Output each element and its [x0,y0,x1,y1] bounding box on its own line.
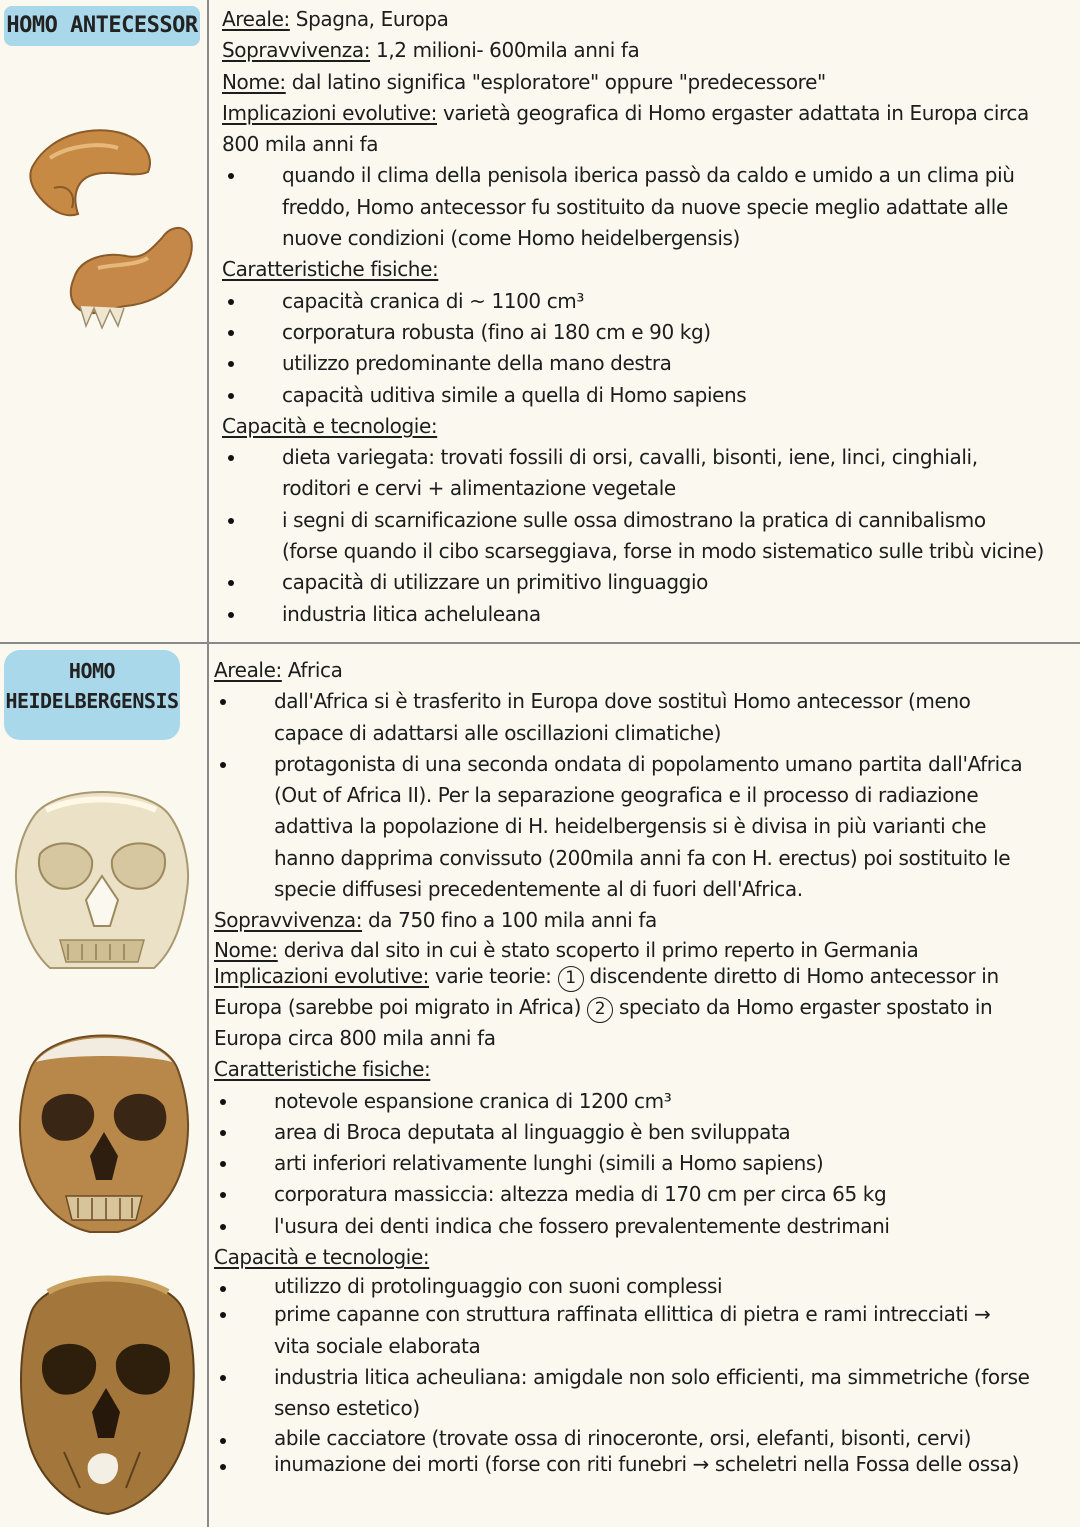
list-item-continuation: adattiva la popolazione di H. heidelbergensis si è divisa in più varianti che [274,814,987,839]
list-item: abile cacciatore (trovate ossa di rinoceronte, orsi, elefanti, bisonti, cervi) [214,1425,1078,1451]
column-divider [207,0,209,1527]
implicazioni-row [222,98,1078,129]
theory-text: Europa (sarebbe poi migrato in Africa) [214,994,581,1019]
implicazioni-row [214,963,1078,992]
list-item: dieta variegata: trovati fossili di orsi, cavalli, bisonti, iene, linci, cinghiali, [222,442,1078,473]
areale-row [222,4,1078,35]
list-item: capacità cranica di ~ 1100 cm³ [222,286,1078,317]
list-item-continuation: (forse quando il cibo scarseggiava, forse in modo sistematico sulle tribù vicine) [282,539,1044,564]
implicazioni-continuation [214,992,1078,1023]
sopravvivenza-row [214,905,1078,936]
sopravvivenza-label: Sopravvivenza: [214,908,363,933]
list-item: corporatura massiccia: altezza media di 170 cm per circa 65 kg [214,1179,1078,1210]
heidelbergensis-content [214,655,1078,1477]
list-item-continuation: capace di adattarsi alle oscillazioni climatiche) [274,720,722,745]
capacita-heading: Capacità e tecnologie: [214,1245,430,1270]
heidelbergensis-skull-side-image [8,1252,202,1518]
areale-value: Africa [287,658,343,682]
list-item-continuation: freddo, Homo antecessor fu sostituito da nuove specie meglio adattate alle [282,194,1008,219]
list-item: quando il clima della penisola iberica passò da caldo e umido a un clima più [222,160,1078,191]
list-item: capacità di utilizzare un primitivo linguaggio [222,567,1078,598]
implicazioni-intro: varie teorie: [434,963,552,988]
list-item-continuation: hanno dapprima convissuto (200mila anni fa con H. erectus) poi sostituito le [274,845,1011,870]
implicazioni-continuation: Europa circa 800 mila anni fa [214,1025,496,1050]
list-item-continuation: (Out of Africa II). Per la separazione geografica e il processo di radiazione [274,783,979,808]
list-item: capacità uditiva simile a quella di Homo sapiens [222,380,1078,411]
theory-number-badge: 2 [587,997,613,1023]
implicazioni-label: Implicazioni evolutive: [222,100,438,125]
list-item: dall'Africa si è trasferito in Europa dove sostituì Homo antecessor (meno [214,686,1078,717]
list-item-continuation: vita sociale elaborata [274,1333,481,1358]
list-item: corporatura robusta (fino ai 180 cm e 90 kg) [222,317,1078,348]
list-item: protagonista di una seconda ondata di popolamento umano partita dall'Africa [214,749,1078,780]
sopravvivenza-row [222,35,1078,66]
nome-row [214,937,1078,963]
list-item: utilizzo di protolinguaggio con suoni complessi [214,1273,1078,1299]
heidelbergensis-skull-image [6,1010,202,1238]
sopravvivenza-value: da 750 fino a 100 mila anni fa [368,908,657,933]
implicazioni-label: Implicazioni evolutive: [214,963,430,988]
section-divider [0,642,1080,644]
species-label-antecessor: HOMO ANTECESSOR [4,6,200,46]
list-item: area di Broca deputata al linguaggio è ben sviluppata [214,1117,1078,1148]
list-item: industria litica acheuliana: amigdale non solo efficienti, ma simmetriche (forse [214,1362,1078,1393]
species-label-line: HEIDELBERGENSIS [5,689,179,713]
nome-label: Nome: [222,69,286,94]
sopravvivenza-value: 1,2 milioni- 600mila anni fa [376,38,640,63]
list-item-continuation: nuove condizioni (come Homo heidelbergensis) [282,226,740,251]
antecessor-fossil-image [14,118,200,336]
nome-value: deriva dal sito in cui è stato scoperto il primo reperto in Germania [283,937,919,962]
implicazioni-continuation: 800 mila anni fa [222,132,379,157]
list-item: prime capanne con struttura raffinata ellittica di pietra e rami intrecciati → [214,1299,1078,1330]
theory-text: speciato da Homo ergaster spostato in [618,994,993,1019]
list-item: inumazione dei morti (forse con riti funebri → scheletri nella Fossa delle ossa) [214,1451,1078,1477]
capacita-heading: Capacità e tecnologie: [222,413,438,438]
caratteristiche-heading: Caratteristiche fisiche: [222,257,439,282]
species-label-line: HOMO [68,659,116,683]
list-item: i segni di scarnificazione sulle ossa dimostrano la pratica di cannibalismo [222,505,1078,536]
areale-label: Areale: [222,7,290,31]
theory-number-badge: 1 [558,966,584,992]
list-item-continuation: senso estetico) [274,1396,420,1421]
list-item: l'usura dei denti indica che fossero prevalentemente destrimani [214,1211,1078,1242]
caratteristiche-heading: Caratteristiche fisiche: [214,1057,431,1082]
nome-label: Nome: [214,937,278,962]
list-item: industria litica acheluleana [222,599,1078,630]
list-item-continuation: specie diffusesi precedentemente al di fuori dell'Africa. [274,877,803,902]
list-item: notevole espansione cranica di 1200 cm³ [214,1086,1078,1117]
list-item: arti inferiori relativamente lunghi (simili a Homo sapiens) [214,1148,1078,1179]
areale-row [214,655,1078,686]
areale-label: Areale: [214,658,282,682]
heidelbergensis-skull-front-image [6,776,198,976]
list-item: utilizzo predominante della mano destra [222,348,1078,379]
theory-text: discendente diretto di Homo antecessor in [589,963,999,988]
antecessor-content [222,4,1078,630]
species-label-heidelbergensis [4,650,180,740]
nome-value: dal latino significa "esploratore" oppure "predecessore" [291,69,826,94]
sopravvivenza-label: Sopravvivenza: [222,38,371,63]
list-item-continuation: roditori e cervi + alimentazione vegetale [282,476,676,501]
nome-row [222,67,1078,98]
implicazioni-value: varietà geografica di Homo ergaster adattata in Europa circa [442,100,1029,125]
areale-value: Spagna, Europa [295,7,449,31]
